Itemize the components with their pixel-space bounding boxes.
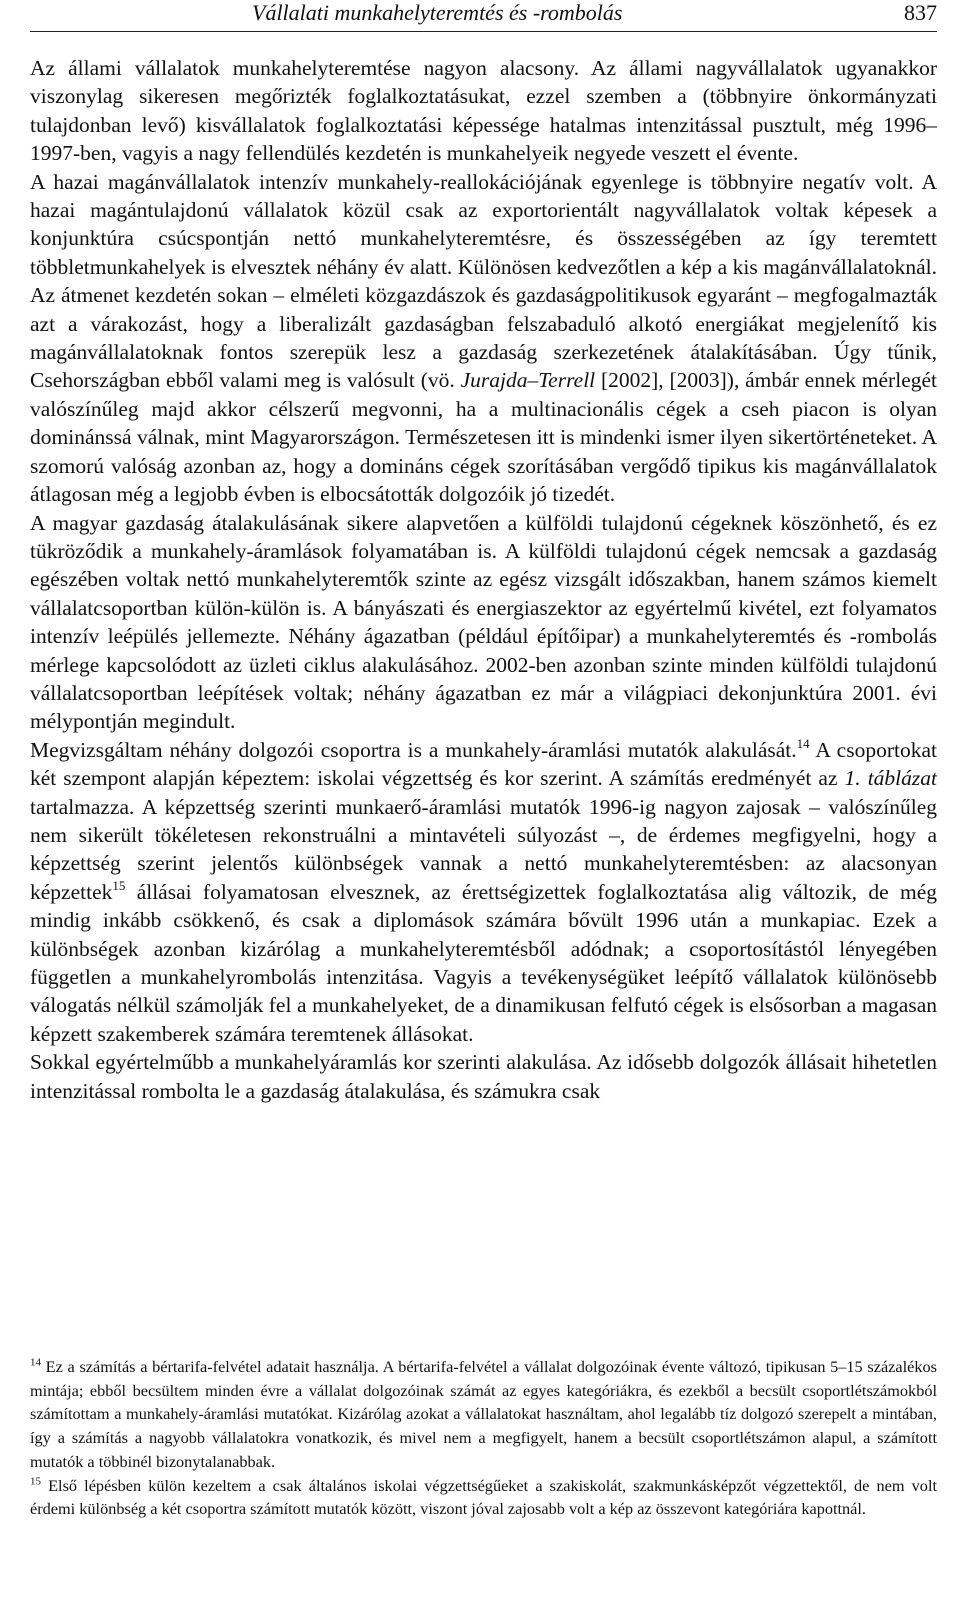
paragraph-5: Sokkal egyértelműbb a munkahelyáramlás kor szerinti alakulása. Az idősebb dolgozók állásait hihetetlen intenzitással rombolta le a gazdaság átalakulása, és számukra csak	[30, 1050, 937, 1103]
footnote-ref-14[interactable]: 14	[796, 735, 810, 751]
footnote-15: $^{15}$ Első lépésben külön kezeltem a csak általános iskolai végzettségűeket a szakiskolát, szakmunkásképzőt végzettektől, de nem volt érdemi különbség a két csoportra számított mutatók között, viszont jóval zajosabb volt a kép az összevont kategóriára kapottnál.	[30, 1475, 937, 1519]
paragraph-1: Az állami vállalatok munkahelyteremtése nagyon alacsony. Az állami nagyvállalatok ugyanakkor viszonylag sikeresen megőrizték foglalkoztatásukat, ezzel szemben a (többnyire önkormányzati tulajdonban levő) kisvállalatok foglalkoztatási képessége hatalmas intenzitással pusztult, még 1996–1997-ben, vagyis a nagy fellendülés kezdetén is munkahelyeik negyede veszett el évente.	[30, 56, 937, 166]
paragraph-4: Megvizsgáltam néhány dolgozói csoportra is a munkahely-áramlási mutatók alakulását.$^{14}$ A csoportokat két szempont alapján képeztem: iskolai végzettség és kor szerint. A számítás eredményét az 1. táblázat tartalmazza. A képzettség szerinti munkaerő-áramlási mutatók 1996-ig nagyon zajosak – valószínűleg nem sikerült tökéletesen rekonstruálni a mintavételi súlyozást –, de érdemes megfigyelni, hogy a képzettség szerint jelentős különbségek vannak a nettó munkahelyteremtésben: az alacsonyan képzettek$^{15}$ állásai folyamatosan elvesznek, az érettségizettek foglalkoztatása alig változik, de még mindig inkább csökkenő, és csak a diplomások számára bővült 1996 után a munkapiac. Ezek a különbségek azonban kizárólag a munkahelyteremtésből adódnak; a csoportosítástól lényegében független a munkahelyrombolás intenzitása. Vagyis a tevékenységüket leépítő vállalatok különösebb válogatás nélkül számolják fel a munkahelyeket, de a dinamikusan felfutó cégek is elsősorban a magasan képzett szakemberek számára teremtenek állásokat.	[30, 735, 937, 1046]
footnote-mark: 15	[30, 1475, 41, 1488]
footnote-ref-15[interactable]: 15	[112, 877, 126, 893]
footnotes	[30, 1355, 937, 1521]
citation: Jurajda–Terrell	[460, 368, 596, 393]
page-number: 837	[904, 0, 937, 25]
running-head	[30, 0, 937, 30]
footnote-mark: 14	[30, 1356, 41, 1369]
table-reference: 1. táblázat	[844, 766, 937, 791]
header-rule	[30, 31, 937, 32]
running-title: Vállalati munkahelyteremtés és -rombolás	[252, 0, 623, 25]
paragraph-2: A hazai magánvállalatok intenzív munkahely-reallokációjának egyenlege is többnyire negatív volt. A hazai magántulajdonú vállalatok közül csak az exportorientált nagyvállalatok voltak képesek a konjunktúra csúcspontján nettó munkahelyteremtésre, és összességében az így teremtett többletmunkahelyek is elvesztek néhány év alatt. Különösen kedvezőtlen a kép a kis magánvállalatoknál. Az átmenet kezdetén sokan – elméleti közgazdászok és gazdaságpolitikusok egyaránt – megfogalmazták azt a várakozást, hogy a liberalizált gazdaságban felszabaduló alkotó energiákat megjelenítő kis magánvállalatoknak fontos szerepük lesz a gazdaság szerkezetének átalakításában. Úgy tűnik, Csehországban ebből valami meg is valósult (vö. Jurajda–Terrell [2002], [2003]), ámbár ennek mérlegét valószínűleg majd akkor célszerű megvonni, ha a multinacionális cégek a cseh piacon is olyan dominánssá válnak, mint Magyarországon. Természetesen itt is mindenki ismer ilyen sikertörténeteket. A szomorú valóság azonban az, hogy a domináns cégek szorításában vergődő tipikus kis magánvállalatok átlagosan még a legjobb évben is elbocsátották dolgozóik jó tizedét.	[30, 169, 938, 507]
paragraph-3: A magyar gazdaság átalakulásának sikere alapvetően a külföldi tulajdonú cégeknek köszönhető, és ez tükröződik a munkahely-áramlások folyamatában is. A külföldi tulajdonú cégek nemcsak a gazdaság egészében voltak nettó munkahelyteremtők szinte az egész vizsgált időszakban, hanem számos kiemelt vállalatcsoportban külön-külön is. A bányászati és energiaszektor az egyértelmű kivétel, ezt folyamatos intenzív leépülés jellemezte. Néhány ágazatban (például építőipar) a munkahelyteremtés és -rombolás mérlege kapcsolódott az üzleti ciklus alakulásához. 2002-ben azonban szinte minden külföldi tulajdonú vállalatcsoportban leépítések voltak; néhány ágazatban ez már a világpiaci dekonjunktúra 2001. évi mélypontján megindult.	[30, 510, 937, 734]
body-text	[30, 54, 937, 1105]
footnote-14: $^{14}$ Ez a számítás a bértarifa-felvétel adatait használja. A bértarifa-felvétel a vállalat dolgozóinak évente változó, tipikusan 5–15 százalékos mintája; ebből becsültem minden évre a vállalat dolgozóinak számát az egyes kategóriákra, és ezekből a becsült csoportlétszámokból számítottam a munkahely-áramlási mutatókat. Kizárólag azokat a vállalatokat használtam, ahol legalább tíz dolgozó szerepelt a mintában, így a számítás a nagyobb vállalatokra vonatkozik, és mivel nem a megfigyelt, hanem a becsült csoportlétszámon alapul, a számított mutatók a többinél bizonytalanabbak.	[30, 1356, 937, 1471]
page	[30, 0, 938, 1519]
